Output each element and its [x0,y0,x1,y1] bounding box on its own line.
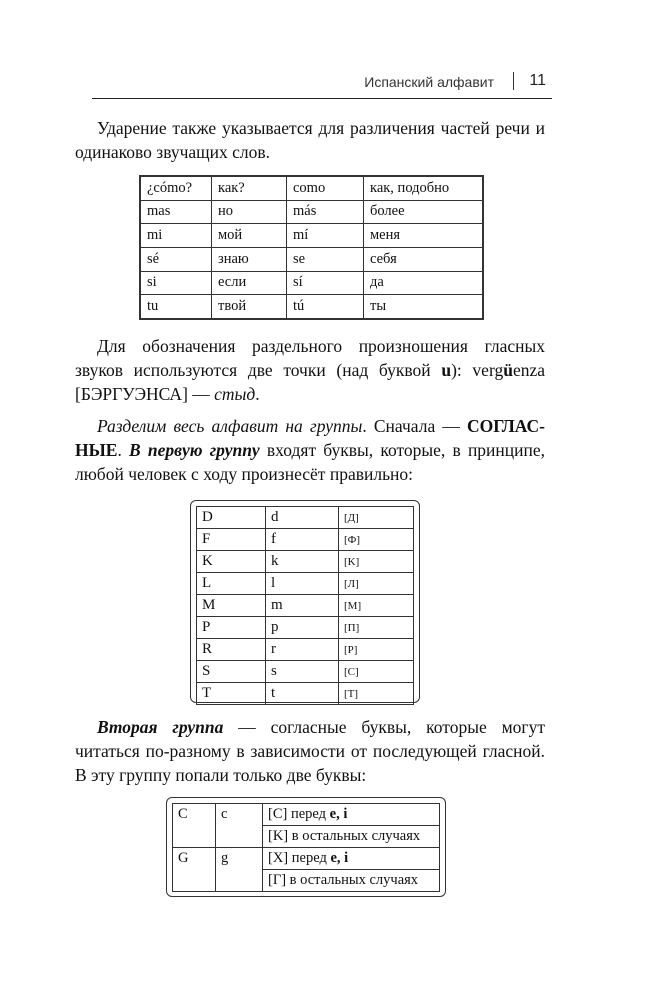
accent-words-table [139,175,484,320]
running-header [92,70,552,99]
pronunciation-rule: [K] в остальных случаях [263,826,440,848]
pronunciation-rule: [C] перед e, i [263,804,440,826]
pronunciation-rule: [X] перед e, i [263,848,440,870]
table-row: G g [X] перед e, i [173,848,440,870]
table-row: M m [M] [197,595,414,617]
paragraph-second-group: Вторая группа — согласные буквы, которые могут читаться по-разному в зависимости от последующей гласной. В эту группу попали только две буквы: [75,717,545,785]
table-row: C c [C] перед e, i [173,804,440,826]
chapter-title: Испанский алфавит [364,74,494,90]
table-row: F f [Ф] [197,529,414,551]
table-row: mi мой mí меня [141,224,483,248]
table-row: tu твой tú ты [141,295,483,319]
paragraph-groups-intro: Разделим весь алфавит на группы. Сначала — СОГЛАС-НЫЕ. В первую группу входят буквы, которые, в принципе, любой человек с ходу произнесёт правильно: [75,416,546,484]
table-row: P p [П] [197,617,414,639]
paragraph-stress: Ударение также указывается для различения частей речи и одинаково звучащих слов. [75,118,545,162]
table-row: R r [P] [197,639,414,661]
table-row: D d [Д] [197,507,414,529]
table-row: T t [T] [197,683,414,705]
table-row: mas но más более [141,200,483,224]
second-group-table [166,797,446,897]
table-row: K k [K] [197,551,414,573]
table-row: si если sí да [141,271,483,295]
paragraph-diaeresis: Для обозначения раздельного произношения гласных звуков используются две точки (над буквой u): vergüenza [БЭРГУЭНСА] — стыд. [75,336,546,404]
table-row: L l [Л] [197,573,414,595]
table-row: S s [C] [197,661,414,683]
table-row: sé знаю se себя [141,247,483,271]
header-separator [513,72,515,90]
first-group-table [190,500,420,703]
pronunciation-rule: [Г] в остальных случаях [263,870,440,892]
table-row: ¿cómo? как? como как, подобно [141,177,483,201]
page-number: 11 [529,72,546,89]
